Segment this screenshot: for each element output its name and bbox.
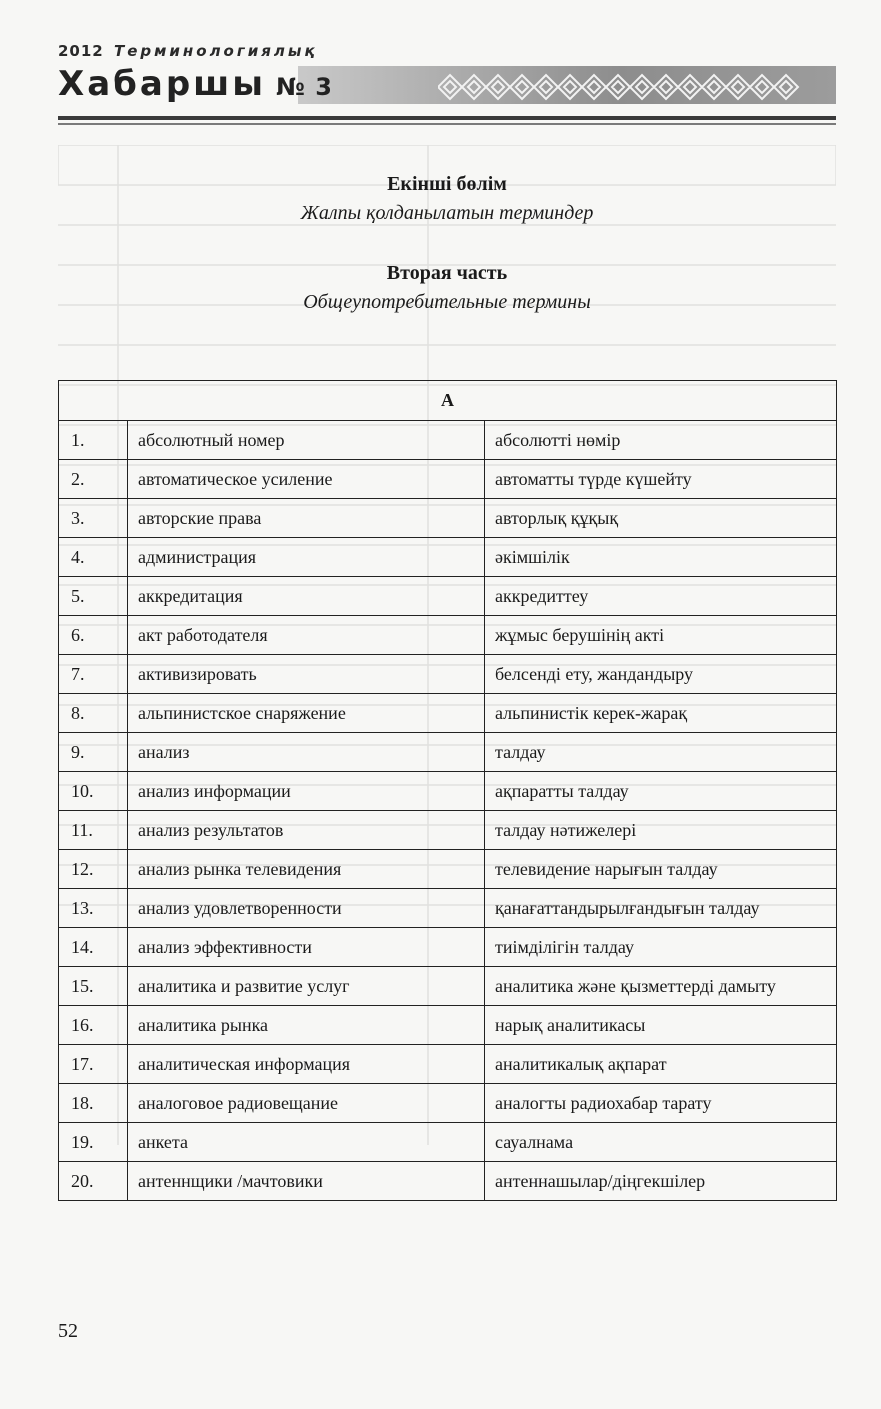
term-russian: аккредитация: [128, 577, 485, 616]
term-number: 19.: [59, 1123, 128, 1162]
table-row: [59, 1123, 837, 1162]
section-subtitle-kz: Жалпы қолданылатын терминдер: [300, 202, 594, 224]
table-row: [59, 1162, 837, 1201]
term-russian: абсолютный номер: [128, 421, 485, 460]
table-row: [59, 460, 837, 499]
term-kazakh: қанағаттандырылғандығын талдау: [485, 889, 837, 928]
header-series: Терминологиялық: [113, 42, 318, 60]
term-russian: автоматическое усиление: [128, 460, 485, 499]
table-row: [59, 889, 837, 928]
table-row: [59, 421, 837, 460]
header-issue: № 3: [276, 73, 333, 101]
term-kazakh: сауалнама: [485, 1123, 837, 1162]
term-russian: аналитика и развитие услуг: [128, 967, 485, 1006]
term-russian: анализ: [128, 733, 485, 772]
term-kazakh: аналитика және қызметтерді дамыту: [485, 967, 837, 1006]
term-russian: авторские права: [128, 499, 485, 538]
term-russian: аналитика рынка: [128, 1006, 485, 1045]
terms-table-body: [59, 381, 837, 1201]
term-kazakh: талдау: [485, 733, 837, 772]
table-row: [59, 655, 837, 694]
header-year: 2012: [58, 42, 104, 60]
term-number: 13.: [59, 889, 128, 928]
term-number: 11.: [59, 811, 128, 850]
term-russian: анализ результатов: [128, 811, 485, 850]
term-number: 3.: [59, 499, 128, 538]
table-row: [59, 538, 837, 577]
term-kazakh: аналитикалық ақпарат: [485, 1045, 837, 1084]
table-row: [59, 733, 837, 772]
term-kazakh: абсолютті нөмір: [485, 421, 837, 460]
term-kazakh: авторлық құқық: [485, 499, 837, 538]
term-kazakh: белсенді ету, жандандыру: [485, 655, 837, 694]
term-russian: антеннщики /мачтовики: [128, 1162, 485, 1201]
header-title-text: Хабаршы: [58, 64, 267, 104]
table-row: [59, 694, 837, 733]
term-number: 2.: [59, 460, 128, 499]
term-number: 6.: [59, 616, 128, 655]
term-russian: активизировать: [128, 655, 485, 694]
term-russian: акт работодателя: [128, 616, 485, 655]
term-russian: анкета: [128, 1123, 485, 1162]
table-letter: А: [59, 381, 837, 421]
term-kazakh: нарық аналитикасы: [485, 1006, 837, 1045]
term-kazakh: антеннашылар/діңгекшілер: [485, 1162, 837, 1201]
term-kazakh: тиімділігін талдау: [485, 928, 837, 967]
table-row: [59, 850, 837, 889]
section-subtitle-ru: Общеупотребительные термины: [303, 291, 591, 313]
table-row: [59, 772, 837, 811]
term-russian: аналоговое радиовещание: [128, 1084, 485, 1123]
table-row: [59, 499, 837, 538]
term-number: 1.: [59, 421, 128, 460]
table-row: [59, 1006, 837, 1045]
term-number: 17.: [59, 1045, 128, 1084]
term-russian: администрация: [128, 538, 485, 577]
term-kazakh: автоматты түрде күшейту: [485, 460, 837, 499]
term-kazakh: ақпаратты талдау: [485, 772, 837, 811]
term-kazakh: жұмыс берушінің акті: [485, 616, 837, 655]
term-number: 8.: [59, 694, 128, 733]
table-row: [59, 616, 837, 655]
term-number: 10.: [59, 772, 128, 811]
header-title-bar: [58, 64, 836, 108]
term-number: 14.: [59, 928, 128, 967]
section-title-ru: Вторая часть: [386, 262, 508, 284]
term-russian: анализ удовлетворенности: [128, 889, 485, 928]
table-row: [59, 1045, 837, 1084]
ornament-icon: [438, 68, 838, 106]
term-russian: аналитическая информация: [128, 1045, 485, 1084]
term-russian: анализ информации: [128, 772, 485, 811]
term-number: 5.: [59, 577, 128, 616]
table-row: [59, 967, 837, 1006]
term-number: 20.: [59, 1162, 128, 1201]
terms-table: [58, 380, 837, 1201]
header-rule-thick: [58, 116, 836, 120]
term-kazakh: альпинистік керек-жарақ: [485, 694, 837, 733]
term-number: 9.: [59, 733, 128, 772]
term-number: 7.: [59, 655, 128, 694]
page-number: 52: [58, 1320, 78, 1342]
table-row: [59, 577, 837, 616]
table-row: [59, 811, 837, 850]
term-kazakh: аккредиттеу: [485, 577, 837, 616]
term-kazakh: телевидение нарығын талдау: [485, 850, 837, 889]
term-russian: анализ рынка телевидения: [128, 850, 485, 889]
header-year-line: [58, 42, 318, 60]
header-title: [58, 64, 333, 104]
term-number: 16.: [59, 1006, 128, 1045]
term-number: 12.: [59, 850, 128, 889]
term-russian: альпинистское снаряжение: [128, 694, 485, 733]
term-number: 15.: [59, 967, 128, 1006]
term-number: 18.: [59, 1084, 128, 1123]
table-letter-row: [59, 381, 837, 421]
term-kazakh: аналогты радиохабар тарату: [485, 1084, 837, 1123]
term-kazakh: әкімшілік: [485, 538, 837, 577]
term-number: 4.: [59, 538, 128, 577]
table-row: [59, 928, 837, 967]
journal-header: [58, 38, 836, 128]
section-title-kz: Екінші бөлім: [387, 173, 507, 195]
term-russian: анализ эффективности: [128, 928, 485, 967]
term-kazakh: талдау нәтижелері: [485, 811, 837, 850]
table-row: [59, 1084, 837, 1123]
header-rule-thin: [58, 123, 836, 125]
